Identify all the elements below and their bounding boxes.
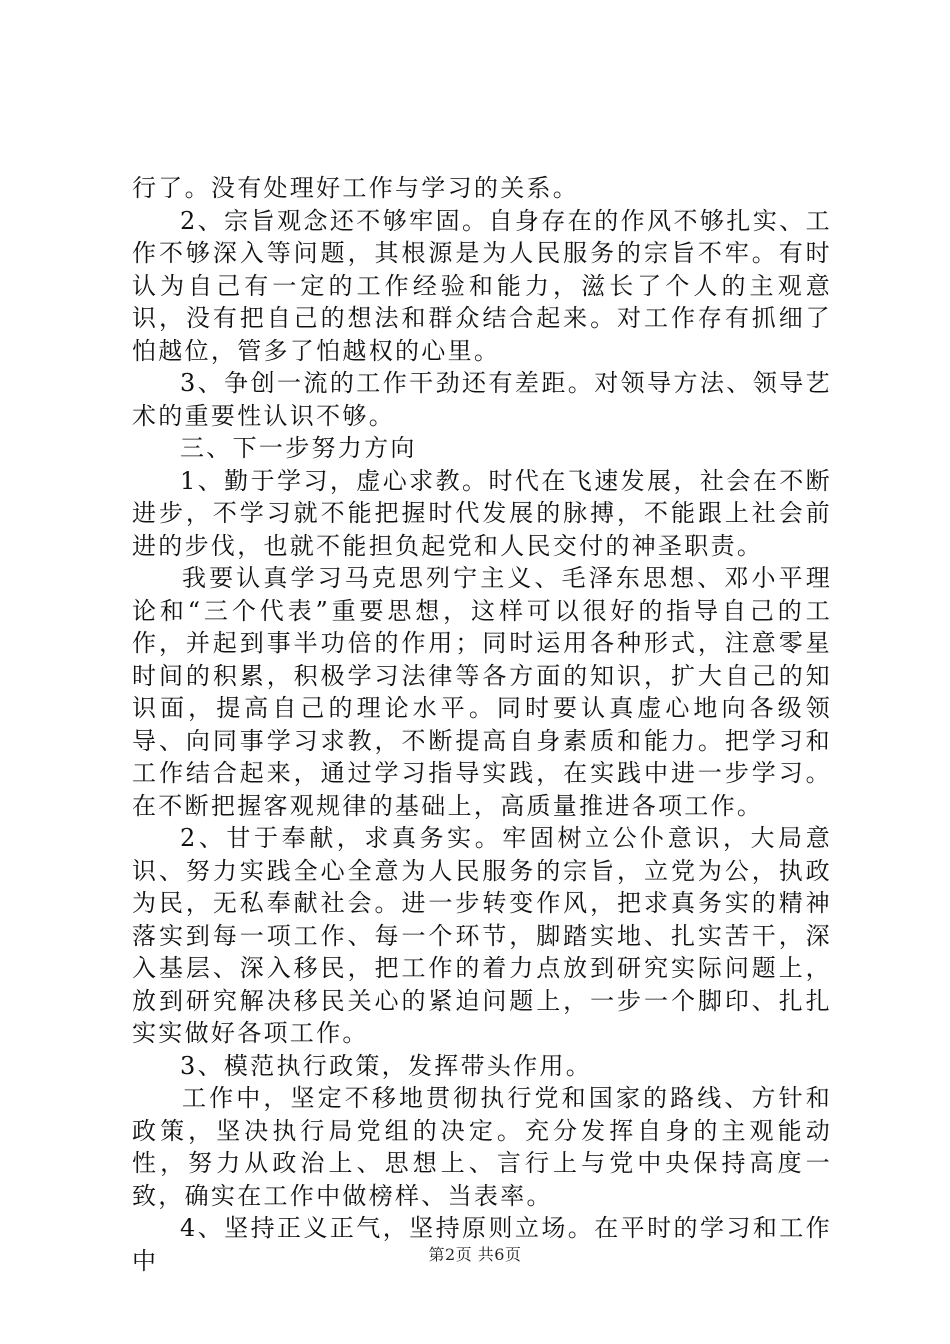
paragraph-policy-heading: 3、模范执行政策，发挥带头作用。 (180, 1051, 593, 1080)
paragraph-dedication: 2、甘于奉献，求真务实。牢固树立公仆意识，大局意识、努力实践全心全意为人民服务的宗旨，立党为公，执政为民，无私奉献社会。进一步转变作风，把求真务实的精神落实到每一项工作、每一个环节，脚踏实地、扎实苦干，深入基层、深入移民，把工作的着力点放到研究实际问题上，放到研究解决移民关心的紧迫问题上，一步一个脚印、扎扎实实做好各项工作。 (132, 824, 832, 1047)
paragraph-work-drive: 3、争创一流的工作干劲还有差距。对领导方法、领导艺术的重要性认识不够。 (132, 369, 832, 430)
paragraph-purpose-awareness: 2、宗旨观念还不够牢固。自身存在的作风不够扎实、工作不够深入等问题，其根源是为人民服务的宗旨不牢。有时认为自己有一定的工作经验和能力，滋长了个人的主观意识，没有把自己的想法和群众结合起来。对工作存有抓细了怕越位，管多了怕越权的心里。 (132, 206, 832, 365)
paragraph-policy-detail: 工作中，坚定不移地贯彻执行党和国家的路线、方针和政策，坚决执行局党组的决定。充分发挥自身的主观能动性，努力从政治上、思想上、言行上与党中央保持高度一致，确实在工作中做榜样、当表率。 (132, 1084, 832, 1210)
section-heading-next-steps: 三、下一步努力方向 (180, 434, 417, 462)
paragraph-continuation: 行了。没有处理好工作与学习的关系。 (132, 174, 580, 202)
paragraph-study: 1、勤于学习，虚心求教。时代在飞速发展，社会在不断进步，不学习就不能把握时代发展的脉搏，不能跟上社会前进的步伐，也就不能担负起党和人民交付的神圣职责。 (132, 466, 832, 560)
page-number-footer: 第2页 共6页 (428, 1245, 522, 1264)
paragraph-study-detail: 我要认真学习马克思列宁主义、毛泽东思想、邓小平理论和“三个代表”重要思想，这样可以很好的指导自己的工作，并起到事半功倍的作用；同时运用各种形式，注意零星时间的积累，积极学习法律等各方面的知识，扩大自己的知识面，提高自己的理论水平。同时要认真虚心地向各级领导、向同事学习求教，不断提高自身素质和能力。把学习和工作结合起来，通过学习指导实践，在实践中进一步学习。在不断把握客观规律的基础上，高质量推进各项工作。 (132, 564, 832, 820)
document-body (132, 172, 832, 1277)
paragraph-justice: 4、坚持正义正气，坚持原则立场。在平时的学习和工作中 (132, 1214, 832, 1275)
